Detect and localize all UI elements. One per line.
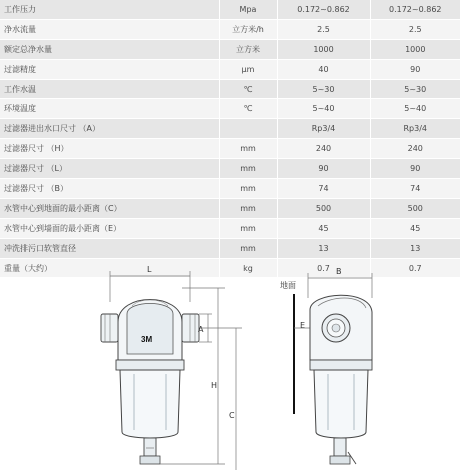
- spec-value-model-1: 45: [277, 218, 370, 238]
- spec-row: [0, 19, 460, 39]
- spec-unit: mm: [219, 198, 277, 218]
- spec-unit: mm: [219, 179, 277, 199]
- spec-value-model-1: 500: [277, 198, 370, 218]
- spec-value-model-2: 90: [370, 159, 460, 179]
- spec-unit: 立方米: [219, 39, 277, 59]
- spec-label: 工作水温: [0, 79, 219, 99]
- spec-row: [0, 179, 460, 199]
- spec-unit: ℃: [219, 79, 277, 99]
- dim-b: [308, 273, 372, 298]
- spec-value-model-1: 40: [277, 59, 370, 79]
- spec-value-model-1: 13: [277, 238, 370, 258]
- spec-label: 过滤器尺寸 （L）: [0, 159, 219, 179]
- spec-value-model-2: 45: [370, 218, 460, 238]
- spec-value-model-1: 5~40: [277, 99, 370, 119]
- spec-row: [0, 39, 460, 59]
- spec-label: 重量（大约）: [0, 258, 219, 278]
- spec-value-model-2: 240: [370, 139, 460, 159]
- spec-value-model-2: Rp3/4: [370, 119, 460, 139]
- spec-value-model-1: 5~30: [277, 79, 370, 99]
- spec-value-model-2: 74: [370, 179, 460, 199]
- spec-label: 额定总净水量: [0, 39, 219, 59]
- outlet-port: [182, 314, 199, 342]
- spec-unit: μm: [219, 59, 277, 79]
- spec-label: 工作压力: [0, 0, 219, 19]
- dim-c-label: C: [229, 411, 235, 420]
- dim-c: [200, 328, 242, 470]
- filter-bowl: [120, 370, 180, 438]
- spec-row: [0, 218, 460, 238]
- spec-unit: kg: [219, 258, 277, 278]
- spec-row: [0, 198, 460, 218]
- spec-value-model-1: 2.5: [277, 19, 370, 39]
- spec-value-model-2: 500: [370, 198, 460, 218]
- spec-value-model-1: 90: [277, 159, 370, 179]
- spec-unit: Mpa: [219, 0, 277, 19]
- spec-unit: mm: [219, 218, 277, 238]
- drain-valve: [144, 438, 156, 456]
- dim-a-label: A: [198, 325, 204, 334]
- spec-value-model-1: 74: [277, 179, 370, 199]
- spec-value-model-1: 1000: [277, 39, 370, 59]
- side-view: [280, 267, 372, 464]
- spec-value-model-1: 0.7: [277, 258, 370, 278]
- spec-label: 净水流量: [0, 19, 219, 39]
- spec-row: [0, 79, 460, 99]
- dim-h-label: H: [211, 381, 218, 390]
- spec-label: 过滤器进出水口尺寸 （A）: [0, 119, 219, 139]
- filter-dimension-drawing: [0, 262, 460, 470]
- spec-unit: 立方米/h: [219, 19, 277, 39]
- ground-label: 地面: [280, 281, 296, 290]
- spec-label: 水管中心到地面的最小距离（C）: [0, 198, 219, 218]
- spec-value-model-2: 5~30: [370, 79, 460, 99]
- spec-unit: ℃: [219, 99, 277, 119]
- spec-label: 过滤器尺寸 （H）: [0, 139, 219, 159]
- spec-row: [0, 99, 460, 119]
- side-filter-bowl: [314, 370, 368, 438]
- spec-label: 过滤器尺寸 （B）: [0, 179, 219, 199]
- spec-row: [0, 139, 460, 159]
- spec-value-model-2: 90: [370, 59, 460, 79]
- spec-unit: [219, 119, 277, 139]
- spec-value-model-2: 5~40: [370, 99, 460, 119]
- spec-label: 水管中心到墙面的最小距离（E）: [0, 218, 219, 238]
- filter-collar: [116, 360, 184, 370]
- spec-row: [0, 59, 460, 79]
- spec-value-model-2: 2.5: [370, 19, 460, 39]
- spec-value-model-1: 0.172~0.862: [277, 0, 370, 19]
- spec-unit: mm: [219, 159, 277, 179]
- spec-label: 冲洗排污口软管直径: [0, 238, 219, 258]
- dim-e-label: E: [300, 321, 306, 330]
- inlet-port: [101, 314, 118, 342]
- spec-row: [0, 238, 460, 258]
- spec-value-model-2: 0.7: [370, 258, 460, 278]
- dim-l-label: L: [147, 265, 152, 274]
- spec-row: [0, 119, 460, 139]
- spec-row: [0, 0, 460, 19]
- brand-logo: 3M: [141, 335, 153, 344]
- spec-value-model-2: 13: [370, 238, 460, 258]
- spec-label: 环境温度: [0, 99, 219, 119]
- dim-b-label: B: [336, 267, 342, 276]
- spec-unit: mm: [219, 139, 277, 159]
- spec-value-model-1: Rp3/4: [277, 119, 370, 139]
- spec-row: [0, 159, 460, 179]
- dim-l: [110, 271, 190, 302]
- spec-unit: mm: [219, 238, 277, 258]
- spec-value-model-2: 1000: [370, 39, 460, 59]
- spec-value-model-1: 240: [277, 139, 370, 159]
- spec-value-model-2: 0.172~0.862: [370, 0, 460, 19]
- front-view: [101, 265, 242, 470]
- spec-label: 过滤精度: [0, 59, 219, 79]
